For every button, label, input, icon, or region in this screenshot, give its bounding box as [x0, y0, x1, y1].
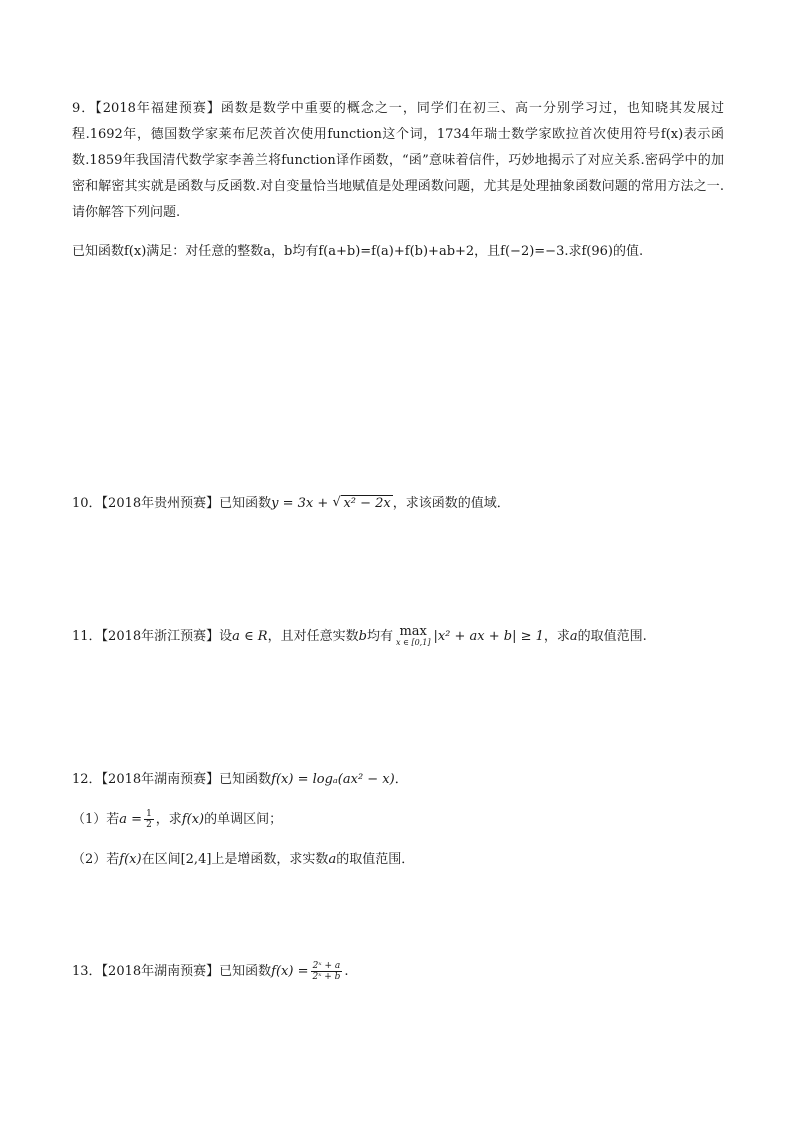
q9-task: 已知函数f(x)满足：对任意的整数a，b均有f(a+b)=f(a)+f(b)+ab+2，且f(−2)=−3.求f(96)的值.: [72, 244, 644, 259]
q12-end: ．: [394, 772, 408, 787]
q11-tail2: 的取值范围.: [577, 629, 647, 644]
q12-p1-label: （1）若: [72, 812, 120, 827]
q12-stem: [72, 768, 724, 792]
q10-source: 【2018年贵州预赛】: [101, 496, 220, 511]
q13-lhs: f(x) =: [271, 964, 309, 979]
q9-number: 9．: [72, 101, 96, 116]
q12-p2-fx: f(x): [119, 852, 142, 867]
q12-p2-a: a: [328, 852, 337, 867]
q11-tail: ，求: [543, 629, 570, 644]
q10-lead: 已知函数: [219, 496, 272, 511]
q12-lead: 已知函数: [219, 772, 272, 787]
q9-source: 【2018年福建预赛】: [95, 101, 221, 116]
q13-fraction: [310, 961, 342, 982]
document-page: [72, 0, 724, 1123]
q12-p2-end: 的取值范围．: [336, 852, 415, 867]
q11-source: 【2018年浙江预赛】: [101, 629, 220, 644]
question-11: [72, 625, 724, 649]
q10-sqrt: √ x² − 2x: [332, 495, 391, 511]
q13-numerator: 2ˣ + a: [312, 961, 341, 971]
q11-max-subscript: x ∈ [0,1]: [395, 637, 431, 647]
q11-expr: |x² + ax + b| ≥ 1: [433, 629, 544, 644]
q12-p2-interval: [2,4]: [180, 852, 212, 867]
q12-expr: f(x) = logₐ(ax² − x): [271, 772, 395, 787]
q11-cond: a ∈ R: [232, 629, 268, 644]
q12-number: 12．: [72, 772, 102, 787]
question-13: [72, 960, 724, 984]
q12-p1-fraction: $\frac{1}{2}$: [146, 809, 152, 830]
q11-mid2: 均有: [366, 629, 393, 644]
q13-source: 【2018年湖南预赛】: [101, 964, 220, 979]
q11-a: a: [569, 629, 578, 644]
q11-max-operator: max x ∈ [0,1]: [395, 623, 431, 647]
q11-number: 11．: [72, 629, 102, 644]
q10-tail: ，求该函数的值域．: [392, 496, 510, 511]
question-12: [72, 768, 724, 872]
q10-number: 10．: [72, 496, 102, 511]
q12-p2-label: （2）若: [72, 852, 120, 867]
q12-source: 【2018年湖南预赛】: [101, 772, 220, 787]
q10-lhs: y = 3x +: [271, 496, 329, 511]
question-9: [72, 96, 724, 265]
q9-intro: 函数是数学中重要的概念之一，同学们在初三、高一分别学习过，也知晓其发展过程.1692年，德国数学家莱布尼茨首次使用function这个词，1734年瑞士数学家欧拉首次使用符号f(x)表示函数.1859年我国清代数学家李善兰将function译作函数，“函”意味着信件，巧妙地揭示了对应关系.密码学中的加密和解密其实就是函数与反函数.对自变量恰当地赋值是处理函数问题，尤其是处理抽象函数问题的常用方法之一.请你解答下列问题.: [72, 101, 724, 220]
q12-p1-tail: 的单调区间；: [204, 812, 283, 827]
q10-radicand: x² − 2x: [343, 496, 391, 511]
q12-p2-tail: 上是增函数，求实数: [211, 852, 329, 867]
q9-intro-paragraph: [72, 96, 724, 226]
q13-number: 13．: [72, 964, 102, 979]
q12-p1-mid: ，求: [155, 812, 182, 827]
q13-end: .: [344, 964, 349, 979]
q11-mid: ，且对任意实数: [267, 629, 359, 644]
q13-denominator: 2ˣ + b: [312, 972, 341, 982]
q11-lead: 设: [219, 629, 233, 644]
q12-p1-fx: f(x): [181, 812, 205, 827]
question-10: [72, 492, 724, 516]
q11-b: b: [358, 629, 367, 644]
q12-part2: [72, 848, 724, 872]
q12-p1-lhs: a =: [119, 812, 143, 827]
q13-lead: 已知函数: [219, 964, 272, 979]
q12-part1: [72, 808, 724, 832]
q12-p2-mid: 在区间: [141, 852, 181, 867]
